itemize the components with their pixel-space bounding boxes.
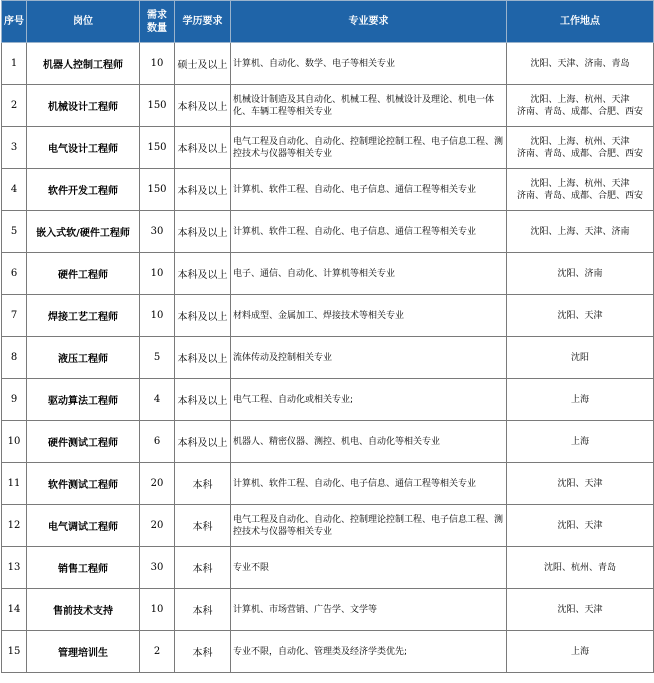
cell-education: 本科及以上: [175, 169, 231, 211]
cell-major: 计算机、软件工程、自动化、电子信息、通信工程等相关专业: [231, 169, 507, 211]
cell-location: [507, 211, 654, 253]
cell-major: 电子、通信、自动化、计算机等相关专业: [231, 253, 507, 295]
cell-position: 硬件工程师: [27, 253, 140, 295]
header-row: [2, 1, 654, 43]
table-row: [2, 85, 654, 127]
cell-count: 4: [140, 379, 175, 421]
cell-education: 本科: [175, 631, 231, 673]
header-major: 专业要求: [231, 1, 507, 43]
cell-location: [507, 43, 654, 85]
location-line: 济南、青岛、成都、合肥、西安: [516, 148, 643, 159]
location-line: 沈阳、济南: [557, 268, 603, 279]
cell-location: [507, 547, 654, 589]
cell-location: [507, 505, 654, 547]
cell-education: 本科及以上: [175, 421, 231, 463]
header-position: 岗位: [27, 1, 140, 43]
table-row: [2, 547, 654, 589]
cell-count: 5: [140, 337, 175, 379]
table-row: [2, 505, 654, 547]
cell-education: 本科: [175, 505, 231, 547]
cell-count: 30: [140, 211, 175, 253]
cell-count: 150: [140, 85, 175, 127]
cell-position: 液压工程师: [27, 337, 140, 379]
table-body: [2, 43, 654, 673]
cell-location: [507, 589, 654, 631]
cell-education: 本科: [175, 589, 231, 631]
cell-major: 电气工程及自动化、自动化、控制理论控制工程、电子信息工程、测控技术与仪器等相关专业: [231, 127, 507, 169]
location-line: 济南、青岛、成都、合肥、西安: [516, 190, 643, 201]
cell-no: 10: [2, 421, 27, 463]
cell-position: 售前技术支持: [27, 589, 140, 631]
location-line: 沈阳、天津: [557, 478, 603, 489]
cell-no: 11: [2, 463, 27, 505]
location-line: 沈阳、天津: [557, 604, 603, 615]
cell-education: 本科及以上: [175, 295, 231, 337]
cell-education: 本科及以上: [175, 211, 231, 253]
cell-count: 10: [140, 295, 175, 337]
cell-location: [507, 85, 654, 127]
cell-location: [507, 463, 654, 505]
table-row: [2, 169, 654, 211]
location-line: 沈阳、天津、济南、青岛: [530, 58, 630, 69]
cell-no: 14: [2, 589, 27, 631]
location-line: 沈阳、上海、杭州、天津: [530, 94, 630, 105]
cell-position: 电气设计工程师: [27, 127, 140, 169]
header-count-line2: 数量: [147, 22, 167, 34]
cell-no: 13: [2, 547, 27, 589]
recruitment-table: [1, 0, 654, 673]
cell-position: 焊接工艺工程师: [27, 295, 140, 337]
cell-major: 电气工程及自动化、自动化、控制理论控制工程、电子信息工程、测控技术与仪器等相关专业: [231, 505, 507, 547]
cell-position: 软件测试工程师: [27, 463, 140, 505]
location-line: 上海: [570, 646, 589, 657]
location-line: 沈阳、天津: [557, 520, 603, 531]
location-line: 沈阳: [570, 352, 589, 363]
cell-major: 电气工程、自动化或相关专业;: [231, 379, 507, 421]
table-row: [2, 379, 654, 421]
cell-education: 本科及以上: [175, 127, 231, 169]
cell-position: 硬件测试工程师: [27, 421, 140, 463]
cell-location: [507, 421, 654, 463]
table-row: [2, 43, 654, 85]
cell-major: 材料成型、金属加工、焊接技术等相关专业: [231, 295, 507, 337]
cell-position: 销售工程师: [27, 547, 140, 589]
cell-education: 本科: [175, 547, 231, 589]
header-education: 学历要求: [175, 1, 231, 43]
table-row: [2, 631, 654, 673]
cell-major: 计算机、软件工程、自动化、电子信息、通信工程等相关专业: [231, 211, 507, 253]
table-row: [2, 253, 654, 295]
cell-no: 12: [2, 505, 27, 547]
cell-no: 7: [2, 295, 27, 337]
cell-education: 硕士及以上: [175, 43, 231, 85]
cell-count: 10: [140, 589, 175, 631]
cell-count: 20: [140, 463, 175, 505]
cell-major: 机械设计制造及其自动化、机械工程、机械设计及理论、机电一体化、车辆工程等相关专业: [231, 85, 507, 127]
cell-major: 流体传动及控制相关专业: [231, 337, 507, 379]
cell-position: 软件开发工程师: [27, 169, 140, 211]
location-line: 济南、青岛、成都、合肥、西安: [516, 106, 643, 117]
header-location: 工作地点: [507, 1, 654, 43]
table-row: [2, 589, 654, 631]
cell-education: 本科及以上: [175, 85, 231, 127]
cell-major: 计算机、软件工程、自动化、电子信息、通信工程等相关专业: [231, 463, 507, 505]
location-line: 沈阳、杭州、青岛: [543, 562, 616, 573]
cell-location: [507, 337, 654, 379]
cell-location: [507, 631, 654, 673]
cell-major: 计算机、自动化、数学、电子等相关专业: [231, 43, 507, 85]
cell-no: 4: [2, 169, 27, 211]
table-row: [2, 211, 654, 253]
cell-major: 机器人、精密仪器、测控、机电、自动化等相关专业: [231, 421, 507, 463]
cell-no: 15: [2, 631, 27, 673]
location-line: 上海: [570, 394, 589, 405]
location-line: 沈阳、上海、杭州、天津: [530, 136, 630, 147]
cell-count: 6: [140, 421, 175, 463]
cell-location: [507, 169, 654, 211]
cell-count: 20: [140, 505, 175, 547]
header-no: 序号: [2, 1, 27, 43]
cell-position: 嵌入式软/硬件工程师: [27, 211, 140, 253]
cell-location: [507, 253, 654, 295]
cell-education: 本科及以上: [175, 337, 231, 379]
cell-education: 本科及以上: [175, 379, 231, 421]
cell-no: 9: [2, 379, 27, 421]
table-row: [2, 463, 654, 505]
cell-location: [507, 295, 654, 337]
cell-position: 电气调试工程师: [27, 505, 140, 547]
location-line: 上海: [570, 436, 589, 447]
cell-major: 专业不限: [231, 547, 507, 589]
cell-position: 机器人控制工程师: [27, 43, 140, 85]
cell-no: 1: [2, 43, 27, 85]
cell-no: 2: [2, 85, 27, 127]
location-line: 沈阳、天津: [557, 310, 603, 321]
location-line: 沈阳、上海、天津、济南: [530, 226, 630, 237]
table-row: [2, 421, 654, 463]
cell-count: 150: [140, 169, 175, 211]
cell-major: 计算机、市场营销、广告学、文学等: [231, 589, 507, 631]
table-row: [2, 127, 654, 169]
cell-education: 本科及以上: [175, 253, 231, 295]
cell-count: 30: [140, 547, 175, 589]
cell-position: 管理培训生: [27, 631, 140, 673]
cell-position: 机械设计工程师: [27, 85, 140, 127]
table-row: [2, 337, 654, 379]
cell-location: [507, 379, 654, 421]
cell-education: 本科: [175, 463, 231, 505]
cell-major: 专业不限，自动化、管理类及经济学类优先;: [231, 631, 507, 673]
cell-no: 6: [2, 253, 27, 295]
header-count-line1: 需求: [147, 9, 167, 21]
header-count: [140, 1, 175, 43]
cell-location: [507, 127, 654, 169]
cell-count: 2: [140, 631, 175, 673]
table-row: [2, 295, 654, 337]
cell-no: 8: [2, 337, 27, 379]
cell-count: 10: [140, 43, 175, 85]
cell-no: 5: [2, 211, 27, 253]
cell-count: 10: [140, 253, 175, 295]
cell-position: 驱动算法工程师: [27, 379, 140, 421]
cell-count: 150: [140, 127, 175, 169]
cell-no: 3: [2, 127, 27, 169]
location-line: 沈阳、上海、杭州、天津: [530, 178, 630, 189]
